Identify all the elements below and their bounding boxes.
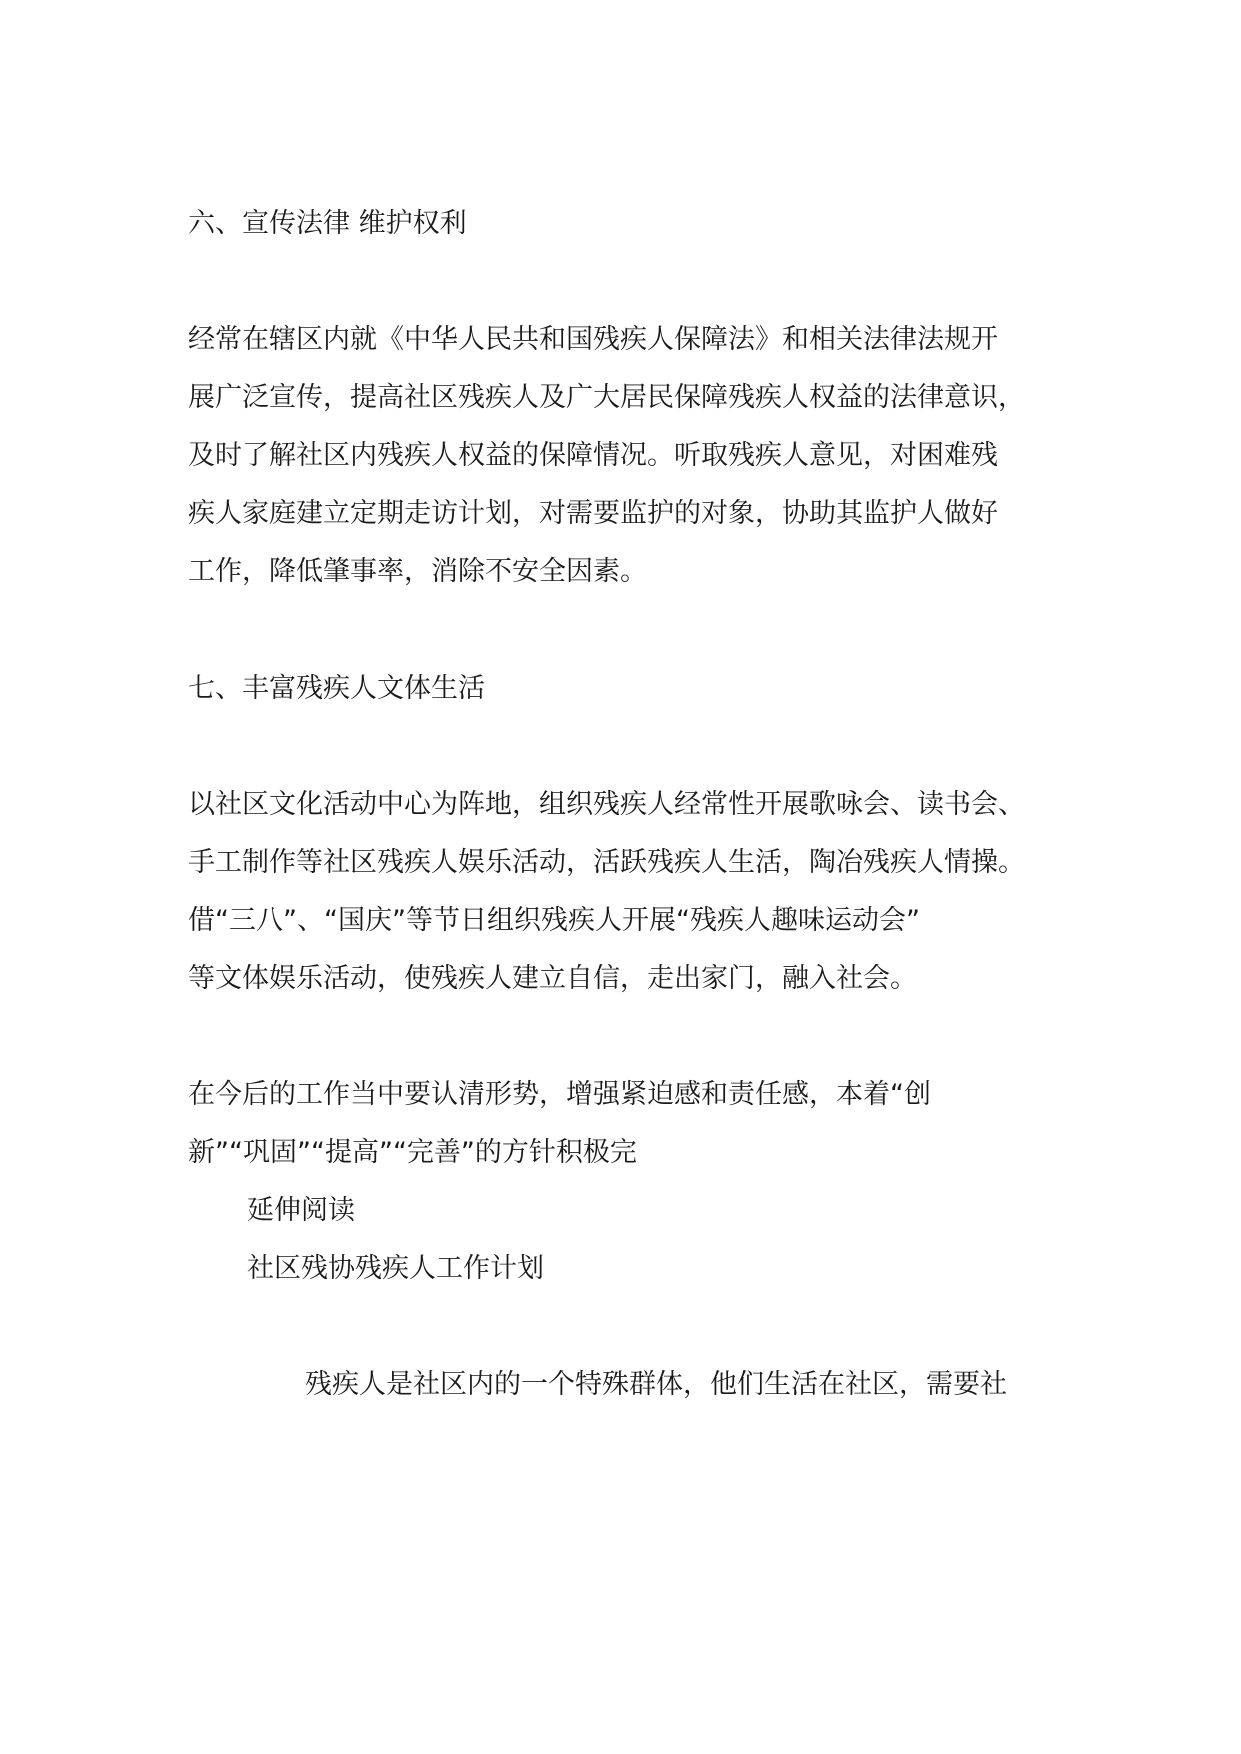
extended-reading-first-line: 残疾人是社区内的一个特殊群体，他们生活在社区，需要社: [305, 1369, 1007, 1400]
section-6-line-2: 展广泛宣传，提高社区残疾人及广大居民保障残疾人权益的法律意识，: [188, 382, 1025, 413]
section-7-line-1: 以社区文化活动中心为阵地，组织残疾人经常性开展歌咏会、读书会、: [188, 789, 1025, 820]
extended-reading-title: 社区残协残疾人工作计划: [247, 1253, 544, 1284]
closing-line-1: 在今后的工作当中要认清形势，增强紧迫感和责任感，本着“创: [188, 1079, 931, 1110]
closing-line-2: 新”“巩固”“提高”“完善”的方针积极完: [188, 1137, 637, 1168]
section-6-line-4: 疾人家庭建立定期走访计划，对需要监护的对象，协助其监护人做好: [188, 498, 998, 529]
section-6-line-3: 及时了解社区内残疾人权益的保障情况。听取残疾人意见，对困难残: [188, 440, 998, 471]
section-7-heading: 七、丰富残疾人文体生活: [188, 673, 485, 704]
section-7-line-4: 等文体娱乐活动，使残疾人建立自信，走出家门，融入社会。: [188, 963, 917, 994]
section-6-line-1: 经常在辖区内就《中华人民共和国残疾人保障法》和相关法律法规开: [188, 324, 998, 355]
section-6-heading: 六、宣传法律 维护权利: [188, 208, 467, 239]
section-6-line-5: 工作，降低肇事率，消除不安全因素。: [188, 556, 647, 587]
section-7-line-3: 借“三八”、“国庆”等节日组织残疾人开展“残疾人趣味运动会”: [188, 905, 920, 936]
section-7-line-2: 手工制作等社区残疾人娱乐活动，活跃残疾人生活，陶冶残疾人情操。: [188, 847, 1025, 878]
extended-reading-label: 延伸阅读: [247, 1195, 355, 1226]
